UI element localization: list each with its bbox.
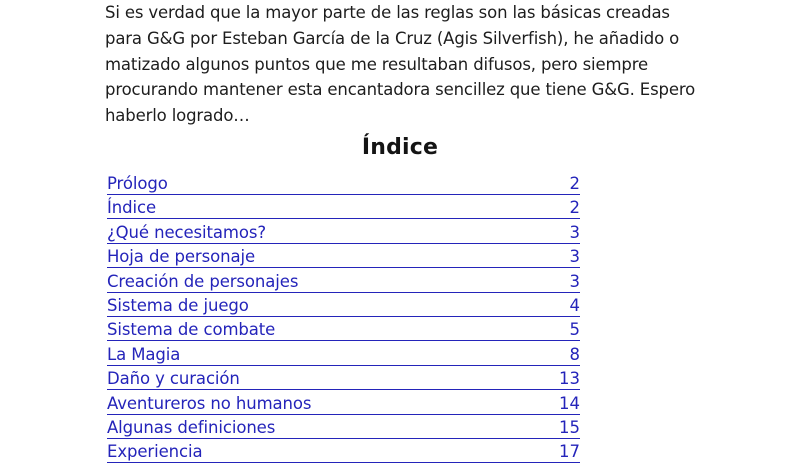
- toc-entry-page[interactable]: 2: [569, 198, 580, 218]
- toc-entry-experiencia[interactable]: [107, 440, 580, 464]
- toc-entry-sistema-de-combate[interactable]: [107, 318, 580, 342]
- toc-entry-page[interactable]: 2: [569, 174, 580, 193]
- toc-entry-page[interactable]: 14: [559, 393, 580, 413]
- intro-paragraph: [105, 0, 695, 129]
- index-heading: Índice: [361, 135, 439, 160]
- toc-entry-page[interactable]: 3: [569, 222, 580, 242]
- toc-entry-indice[interactable]: [107, 196, 580, 220]
- toc-entry-label[interactable]: Experiencia: [107, 442, 203, 462]
- toc-entry-label[interactable]: Daño y curación: [107, 369, 240, 389]
- toc-entry-page[interactable]: 3: [569, 247, 580, 267]
- intro-line: para G&G por Esteban García de la Cruz (Agis Silverfish), he añadido o: [105, 28, 680, 48]
- toc-entry-label[interactable]: La Magia: [107, 344, 181, 364]
- toc-entry-label[interactable]: Creación de personajes: [107, 271, 299, 291]
- toc-entry-la-magia[interactable]: [107, 343, 580, 367]
- intro-line: Si es verdad que la mayor parte de las reglas son las básicas creadas: [105, 3, 670, 22]
- toc-entry-label[interactable]: Sistema de combate: [107, 320, 276, 340]
- toc-entry-que-necesitamos[interactable]: [107, 221, 580, 245]
- table-of-contents: [107, 172, 580, 465]
- toc-entry-dano-y-curacion[interactable]: [107, 367, 580, 391]
- toc-entry-page[interactable]: 15: [559, 417, 580, 437]
- intro-line: haberlo logrado…: [105, 106, 250, 126]
- toc-entry-creacion-de-personajes[interactable]: [107, 270, 580, 294]
- toc-entry-page[interactable]: 3: [569, 271, 580, 291]
- toc-entry-sistema-de-juego[interactable]: [107, 294, 580, 318]
- toc-entry-page[interactable]: 5: [569, 320, 580, 340]
- intro-line: procurando mantener esta encantadora sencillez que tiene G&G. Espero: [105, 80, 696, 100]
- toc-entry-label[interactable]: Índice: [107, 198, 157, 218]
- toc-entry-page[interactable]: 13: [559, 369, 580, 389]
- intro-line: matizado algunos puntos que me resultaban difusos, pero siempre: [105, 54, 649, 74]
- toc-entry-aventureros-no-humanos[interactable]: [107, 392, 580, 416]
- toc-entry-label[interactable]: Sistema de juego: [107, 295, 249, 315]
- toc-entry-label[interactable]: Prólogo: [107, 174, 168, 193]
- toc-entry-page[interactable]: 4: [569, 295, 580, 315]
- toc-entry-page[interactable]: 8: [569, 344, 580, 364]
- toc-entry-label[interactable]: Hoja de personaje: [107, 247, 256, 267]
- toc-entry-prologo[interactable]: [107, 172, 580, 196]
- toc-entry-page[interactable]: 17: [559, 442, 580, 462]
- toc-entry-label[interactable]: Algunas definiciones: [107, 417, 276, 437]
- toc-entry-label[interactable]: Aventureros no humanos: [107, 393, 312, 413]
- toc-entry-hoja-de-personaje[interactable]: [107, 245, 580, 269]
- toc-entry-label[interactable]: ¿Qué necesitamos?: [107, 222, 267, 242]
- toc-entry-algunas-definiciones[interactable]: [107, 416, 580, 440]
